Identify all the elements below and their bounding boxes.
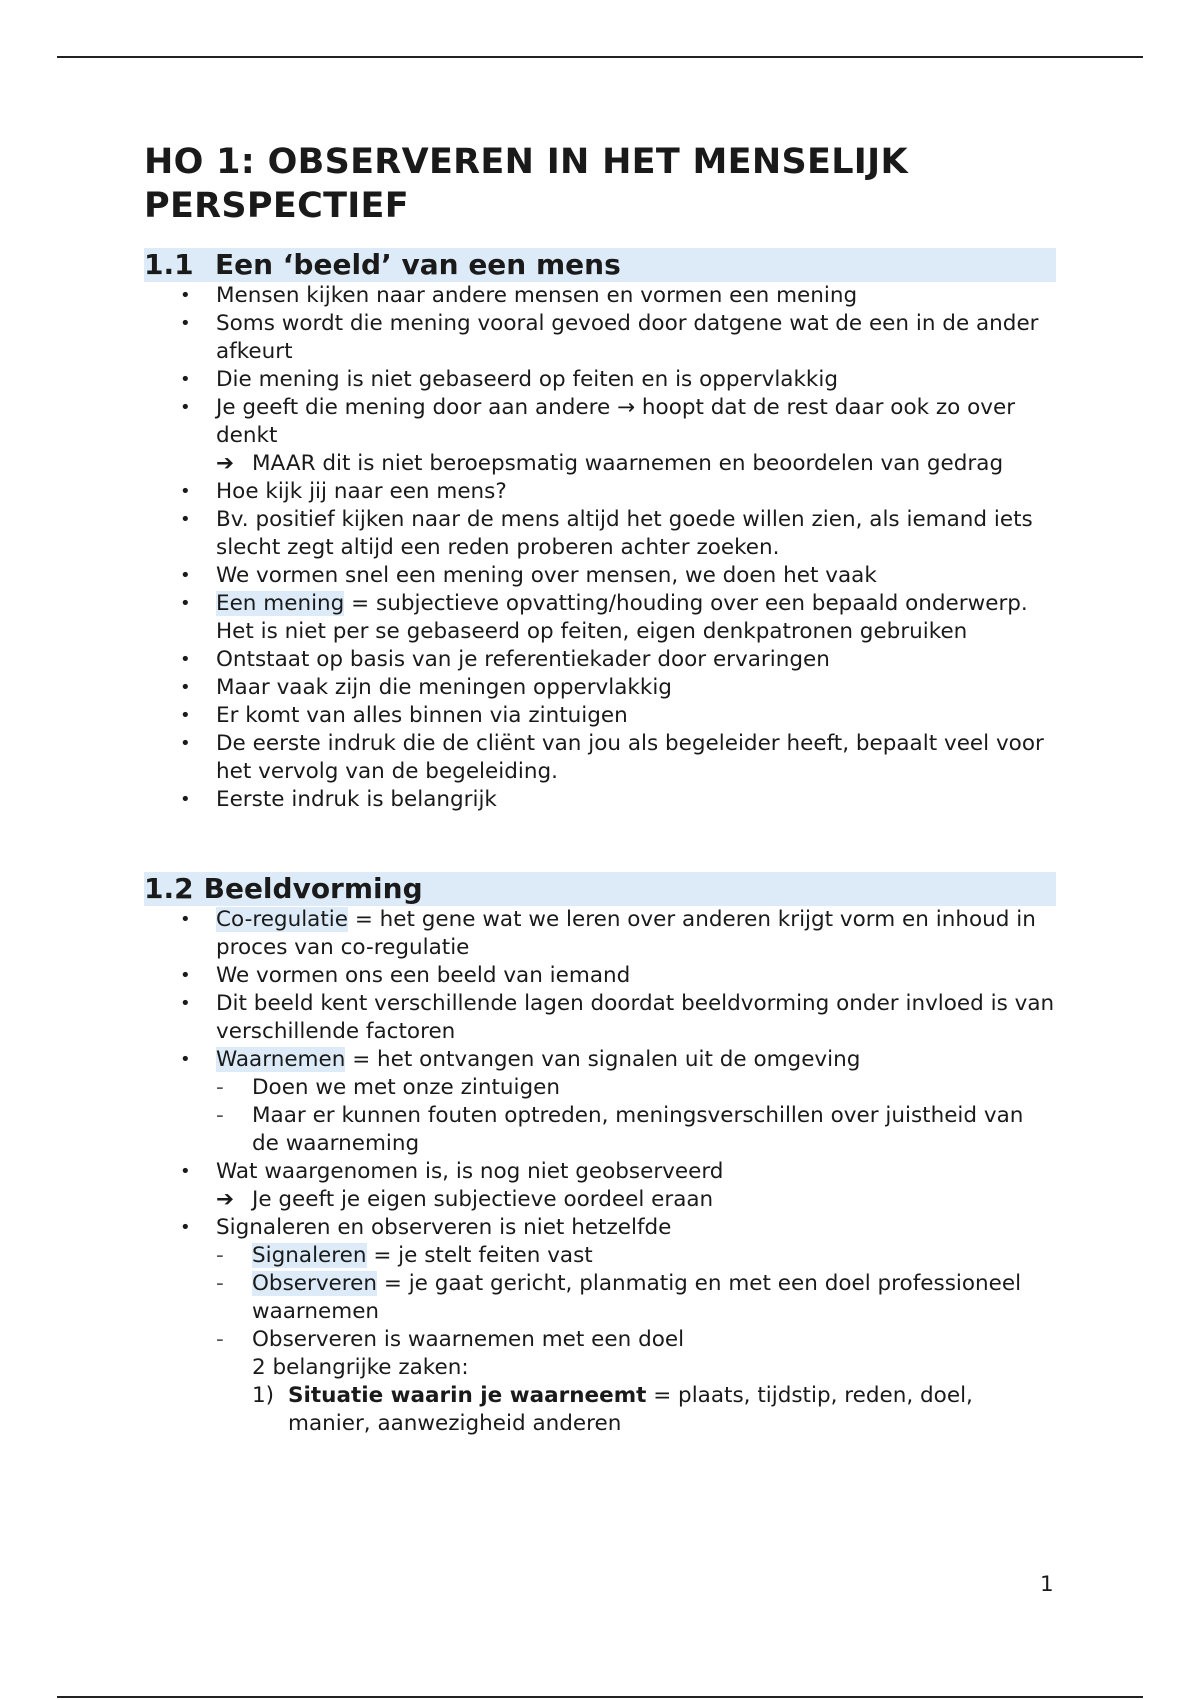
arrow-note: ➔ Je geeft je eigen subjectieve oordeel eraan <box>216 1187 714 1212</box>
list-item: • We vormen snel een mening over mensen, we doen het vaak <box>180 563 877 588</box>
list-item: • Je geeft die mening door aan andere → hoopt dat de rest daar ook zo over denkt ➔ MAAR dit is niet beroepsmatig waarnemen en beoordelen van gedrag <box>144 394 1056 478</box>
highlighted-term: Observeren <box>252 1271 378 1296</box>
list-item: • We vormen ons een beeld van iemand <box>180 963 631 988</box>
bullet-icon: • <box>180 733 191 754</box>
sub-list-item: - Observeren = je gaat gericht, planmatig en met een doel professioneel waarnemen <box>216 1271 1022 1324</box>
bullet-icon: • <box>180 1217 191 1238</box>
bullet-icon: • <box>180 285 191 306</box>
document-title: HO 1: OBSERVEREN IN HET MENSELIJK PERSPECTIEF <box>144 142 908 226</box>
bullet-list <box>144 282 1056 814</box>
sub-list <box>216 1074 1056 1158</box>
dash-icon: - <box>216 1075 224 1100</box>
bullet-icon: • <box>180 965 191 986</box>
section-number: 1.2 <box>144 872 194 905</box>
list-item: • Waarnemen = het ontvangen van signalen uit de omgeving - Doen we met onze zintuigen - Maar er kunnen fouten optreden, meningsverschillen over juistheid van de waarneming <box>144 1046 1056 1158</box>
bullet-icon: • <box>180 1049 191 1070</box>
item-number: 1) <box>252 1383 275 1408</box>
arrow-right-icon: ➔ <box>216 451 235 476</box>
bullet-icon: • <box>180 705 191 726</box>
dash-icon: - <box>216 1103 224 1128</box>
list-item: • Soms wordt die mening vooral gevoed door datgene wat de een in de ander afkeurt <box>180 311 1039 364</box>
list-item: • Ontstaat op basis van je referentiekader door ervaringen <box>180 647 830 672</box>
sub-list <box>216 1242 1056 1354</box>
section-number: 1.1 <box>144 248 194 281</box>
sub-list-item: - Maar er kunnen fouten optreden, meningsverschillen over juistheid van de waarneming <box>216 1103 1024 1156</box>
bullet-icon: • <box>180 993 191 1014</box>
sub-list-item: - Signaleren = je stelt feiten vast <box>216 1243 593 1268</box>
list-item: • Wat waargenomen is, is nog niet geobserveerd ➔ Je geeft je eigen subjectieve oordeel eraan <box>144 1158 1056 1214</box>
list-item: • Signaleren en observeren is niet hetzelfde - Signaleren = je stelt feiten vast - Observeren = je gaat gericht, planmatig en met een doel professioneel waarnemen - Observeren is waarnemen met een doel 2 belangrijke zaken: 1) Situatie waarin je waarneemt = plaats, tijdstip, reden, doel, manier, aanwezigheid anderen <box>144 1214 1056 1438</box>
bullet-icon: • <box>180 313 191 334</box>
section-title: Beeldvorming <box>203 872 423 905</box>
dash-icon: - <box>216 1327 224 1352</box>
section-heading-1-1 <box>144 248 1056 282</box>
bullet-icon: • <box>180 481 191 502</box>
bullet-icon: • <box>180 909 191 930</box>
highlighted-term: Signaleren <box>252 1243 367 1268</box>
bold-term: Situatie waarin je waarneemt <box>288 1383 647 1408</box>
list-item: • Mensen kijken naar andere mensen en vormen een mening <box>180 283 858 308</box>
dash-icon: - <box>216 1243 224 1268</box>
dash-icon: - <box>216 1271 224 1296</box>
list-item: • Die mening is niet gebaseerd op feiten en is oppervlakkig <box>180 367 838 392</box>
list-item: • Dit beeld kent verschillende lagen doordat beeldvorming onder invloed is van verschillende factoren <box>180 991 1055 1044</box>
numbered-item: 1) Situatie waarin je waarneemt = plaats, tijdstip, reden, doel, manier, aanwezigheid anderen <box>252 1383 973 1436</box>
sub-note: 2 belangrijke zaken: <box>252 1355 469 1380</box>
list-item: • Eerste indruk is belangrijk <box>180 787 497 812</box>
header-rule <box>57 56 1143 58</box>
section-title: Een ‘beeld’ van een mens <box>215 248 621 281</box>
highlighted-term: Waarnemen <box>216 1047 346 1072</box>
bullet-icon: • <box>180 1161 191 1182</box>
bullet-icon: • <box>180 565 191 586</box>
bullet-icon: • <box>180 677 191 698</box>
arrow-note: ➔ MAAR dit is niet beroepsmatig waarnemen en beoordelen van gedrag <box>216 451 1004 476</box>
sub-list-item: - Observeren is waarnemen met een doel <box>216 1327 685 1352</box>
list-item: • Een mening = subjectieve opvatting/houding over een bepaald onderwerp. Het is niet per se gebaseerd op feiten, eigen denkpatronen gebruiken <box>180 591 1028 644</box>
sub-list-item: - Doen we met onze zintuigen <box>216 1075 561 1100</box>
bullet-icon: • <box>180 397 191 418</box>
bullet-icon: • <box>180 509 191 530</box>
list-item: • Co-regulatie = het gene wat we leren over anderen krijgt vorm en inhoud in proces van co-regulatie <box>180 907 1036 960</box>
list-item: • Maar vaak zijn die meningen oppervlakkig <box>180 675 672 700</box>
bullet-icon: • <box>180 649 191 670</box>
highlighted-term: Een mening <box>216 591 345 616</box>
bullet-icon: • <box>180 789 191 810</box>
document-body <box>144 140 1056 1438</box>
highlighted-term: Co-regulatie <box>216 907 348 932</box>
bullet-icon: • <box>180 593 191 614</box>
bullet-icon: • <box>180 369 191 390</box>
page-number: 1 <box>1040 1572 1054 1597</box>
arrow-right-icon: ➔ <box>216 1187 235 1212</box>
list-item: • De eerste indruk die de cliënt van jou als begeleider heeft, bepaalt veel voor het vervolg van de begeleiding. <box>180 731 1044 784</box>
section-heading-1-2 <box>144 872 1056 906</box>
footer-rule <box>57 1696 1143 1698</box>
list-item: • Hoe kijk jij naar een mens? <box>180 479 507 504</box>
list-item: • Bv. positief kijken naar de mens altijd het goede willen zien, als iemand iets slecht zegt altijd een reden proberen achter zoeken. <box>180 507 1033 560</box>
bullet-list <box>144 906 1056 1438</box>
list-item: • Er komt van alles binnen via zintuigen <box>180 703 628 728</box>
